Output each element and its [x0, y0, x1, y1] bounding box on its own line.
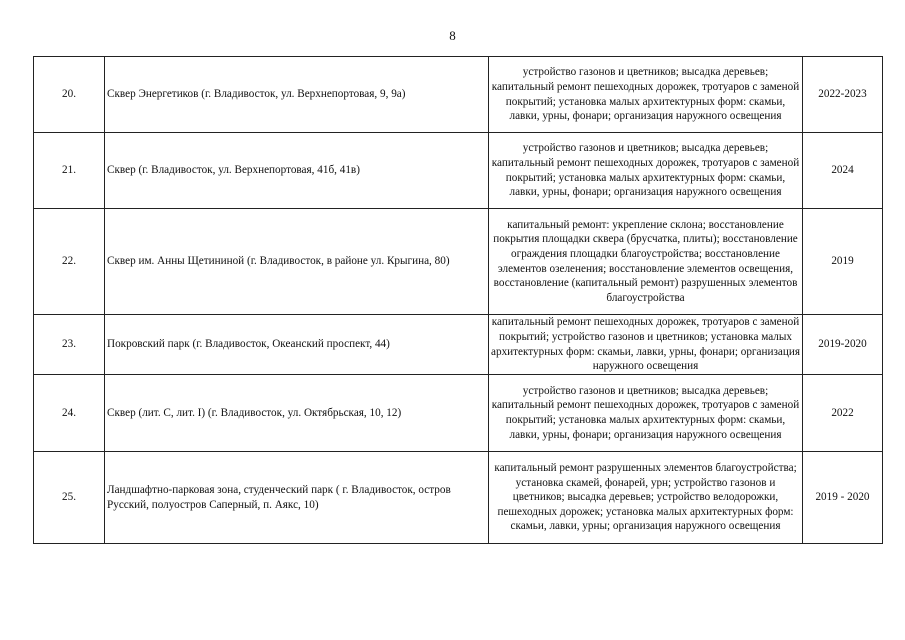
implementation-years: 2019 - 2020: [803, 452, 883, 544]
planned-works: устройство газонов и цветников; высадка деревьев; капитальный ремонт пешеходных дорожек, тротуаров с заменой покрытий; установка малых архитектурных форм: скамьи, лавки, урны, фонари; организация наружного освещения: [489, 133, 803, 209]
planned-works: устройство газонов и цветников; высадка деревьев; капитальный ремонт пешеходных дорожек, тротуаров с заменой покрытий; установка малых архитектурных форм: скамьи, лавки, урны, фонари; организация наружного освещения: [489, 57, 803, 133]
object-name: Сквер (г. Владивосток, ул. Верхнепортовая, 41б, 41в): [105, 133, 489, 209]
object-name: Покровский парк (г. Владивосток, Океанский проспект, 44): [105, 315, 489, 375]
table-row: [34, 209, 883, 315]
table-row: [34, 315, 883, 375]
object-name: Ландшафтно-парковая зона, студенческий парк ( г. Владивосток, остров Русский, полуостров Саперный, п. Аякс, 10): [105, 452, 489, 544]
planned-works: устройство газонов и цветников; высадка деревьев; капитальный ремонт пешеходных дорожек, тротуаров с заменой покрытий; установка малых архитектурных форм: скамьи, лавки, урны, фонари; организация наружного освещения: [489, 375, 803, 452]
table-row: [34, 375, 883, 452]
implementation-years: 2019-2020: [803, 315, 883, 375]
table-row: [34, 452, 883, 544]
row-number: 20.: [34, 57, 105, 133]
page-number: 8: [449, 28, 456, 43]
table-row: [34, 57, 883, 133]
row-number: 21.: [34, 133, 105, 209]
implementation-years: 2024: [803, 133, 883, 209]
planned-works: капитальный ремонт разрушенных элементов благоустройства; установка скамей, фонарей, урн; устройство газонов и цветников; высадка деревьев; устройство велодорожки, пешеходных дорожек; установка малых архитектурных форм: скамьи, лавки, урны; организация наружного освещения: [489, 452, 803, 544]
row-number: 25.: [34, 452, 105, 544]
improvement-objects-table: [33, 56, 883, 544]
implementation-years: 2022-2023: [803, 57, 883, 133]
table-row: [34, 133, 883, 209]
row-number: 24.: [34, 375, 105, 452]
row-number: 23.: [34, 315, 105, 375]
object-name: Сквер Энергетиков (г. Владивосток, ул. Верхнепортовая, 9, 9а): [105, 57, 489, 133]
planned-works: капитальный ремонт: укрепление склона; восстановление покрытия площадки сквера (брусчатка, плиты); восстановление ограждения площадки благоустройства; восстановление элементов озеленения; восстановление элементов освещения, восстановление (капитальный ремонт) разрушенных элементов благоустройства: [489, 209, 803, 315]
row-number: 22.: [34, 209, 105, 315]
object-name: Сквер (лит. С, лит. I) (г. Владивосток, ул. Октябрьская, 10, 12): [105, 375, 489, 452]
implementation-years: 2019: [803, 209, 883, 315]
implementation-years: 2022: [803, 375, 883, 452]
object-name: Сквер им. Анны Щетининой (г. Владивосток, в районе ул. Крыгина, 80): [105, 209, 489, 315]
planned-works: капитальный ремонт пешеходных дорожек, тротуаров с заменой покрытий; устройство газонов и цветников; установка малых архитектурных форм: скамьи, лавки, урны, фонари; организация наружного освещения: [489, 315, 803, 375]
